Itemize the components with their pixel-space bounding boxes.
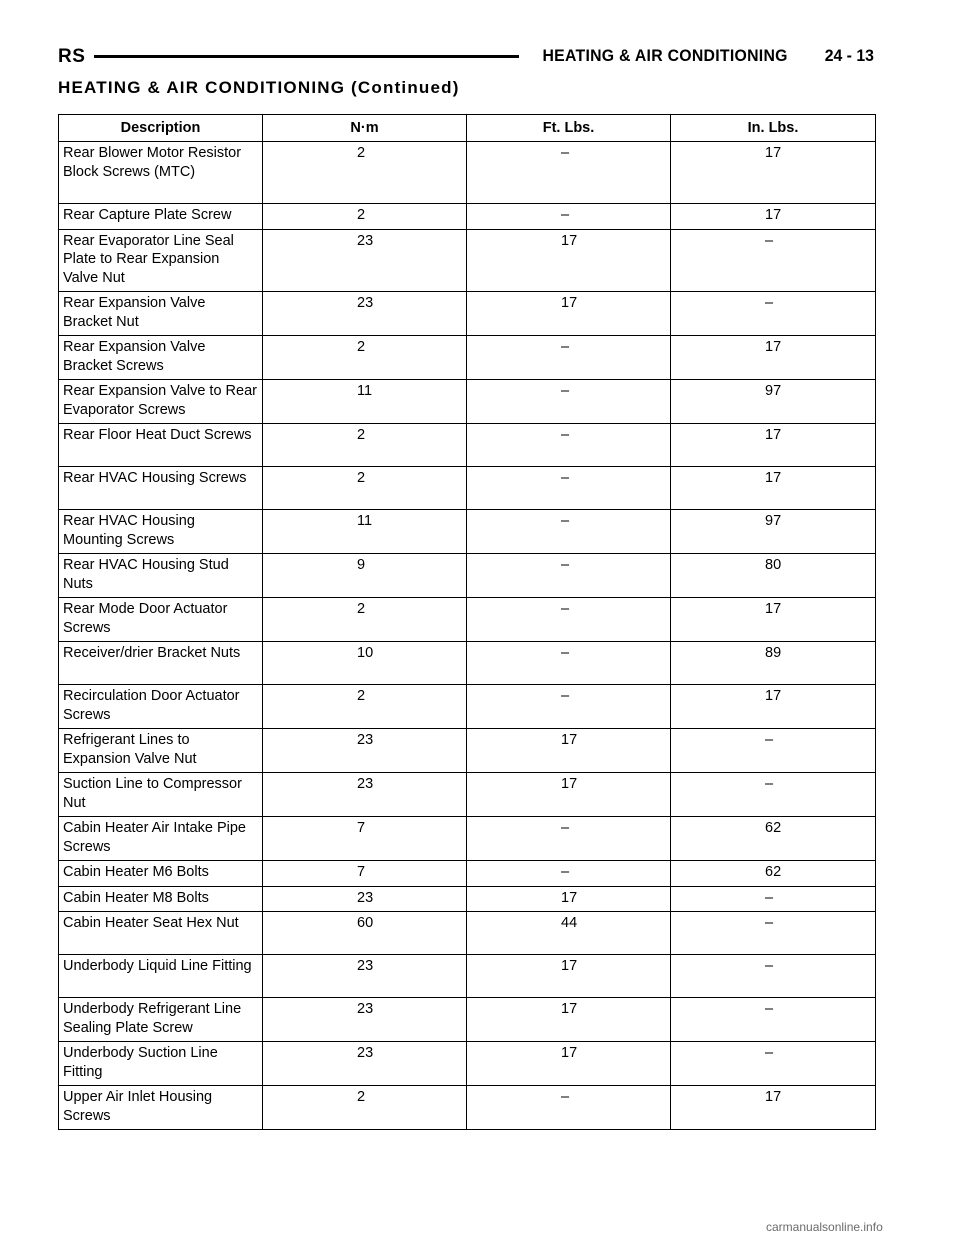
in-lbs-cell: 17 bbox=[671, 685, 876, 729]
ft-lbs-cell: 17 bbox=[467, 1042, 671, 1086]
description-cell: Rear Capture Plate Screw bbox=[59, 204, 263, 230]
table-row bbox=[59, 1086, 876, 1130]
nm-cell: 7 bbox=[263, 861, 467, 887]
description-cell: Rear HVAC Housing Mounting Screws bbox=[59, 510, 263, 554]
table-title: HEATING & AIR CONDITIONING (Continued) bbox=[58, 78, 460, 97]
ft-lbs-cell: – bbox=[467, 510, 671, 554]
table-row bbox=[59, 229, 876, 292]
in-lbs-cell: 89 bbox=[671, 642, 876, 685]
ft-lbs-cell: 17 bbox=[467, 998, 671, 1042]
in-lbs-cell: – bbox=[671, 955, 876, 998]
table-row bbox=[59, 554, 876, 598]
ft-lbs-cell: – bbox=[467, 380, 671, 424]
nm-cell: 11 bbox=[263, 380, 467, 424]
table-row bbox=[59, 912, 876, 955]
table-row bbox=[59, 861, 876, 887]
column-header-ft-lbs: Ft. Lbs. bbox=[467, 115, 671, 142]
ft-lbs-cell: – bbox=[467, 204, 671, 230]
nm-cell: 2 bbox=[263, 598, 467, 642]
in-lbs-cell: – bbox=[671, 729, 876, 773]
in-lbs-cell: 62 bbox=[671, 817, 876, 861]
column-header-description: Description bbox=[59, 115, 263, 142]
description-cell: Cabin Heater M8 Bolts bbox=[59, 886, 263, 912]
table-row bbox=[59, 642, 876, 685]
watermark-link[interactable]: carmanualsonline.info bbox=[766, 1220, 883, 1234]
in-lbs-cell: – bbox=[671, 998, 876, 1042]
in-lbs-cell: 17 bbox=[671, 204, 876, 230]
in-lbs-cell: 17 bbox=[671, 336, 876, 380]
description-cell: Recirculation Door Actuator Screws bbox=[59, 685, 263, 729]
ft-lbs-cell: – bbox=[467, 685, 671, 729]
table-row bbox=[59, 292, 876, 336]
header-rule bbox=[94, 55, 519, 58]
table-row bbox=[59, 955, 876, 998]
nm-cell: 2 bbox=[263, 685, 467, 729]
ft-lbs-cell: – bbox=[467, 1086, 671, 1130]
table-header-row bbox=[59, 115, 876, 142]
table-row bbox=[59, 773, 876, 817]
table-row bbox=[59, 510, 876, 554]
in-lbs-cell: 97 bbox=[671, 380, 876, 424]
in-lbs-cell: 17 bbox=[671, 142, 876, 204]
ft-lbs-cell: – bbox=[467, 424, 671, 467]
description-cell: Rear Floor Heat Duct Screws bbox=[59, 424, 263, 467]
nm-cell: 7 bbox=[263, 817, 467, 861]
in-lbs-cell: – bbox=[671, 1042, 876, 1086]
description-cell: Cabin Heater M6 Bolts bbox=[59, 861, 263, 887]
nm-cell: 2 bbox=[263, 336, 467, 380]
ft-lbs-cell: 17 bbox=[467, 229, 671, 292]
table-row bbox=[59, 424, 876, 467]
description-cell: Rear Expansion Valve to Rear Evaporator Screws bbox=[59, 380, 263, 424]
in-lbs-cell: 17 bbox=[671, 1086, 876, 1130]
ft-lbs-cell: – bbox=[467, 336, 671, 380]
nm-cell: 11 bbox=[263, 510, 467, 554]
ft-lbs-cell: – bbox=[467, 554, 671, 598]
description-cell: Suction Line to Compressor Nut bbox=[59, 773, 263, 817]
in-lbs-cell: 17 bbox=[671, 598, 876, 642]
ft-lbs-cell: 17 bbox=[467, 292, 671, 336]
ft-lbs-cell: – bbox=[467, 467, 671, 510]
table-row bbox=[59, 1042, 876, 1086]
description-cell: Cabin Heater Air Intake Pipe Screws bbox=[59, 817, 263, 861]
column-header-nm: N·m bbox=[263, 115, 467, 142]
in-lbs-cell: – bbox=[671, 912, 876, 955]
torque-spec-table bbox=[58, 114, 876, 1130]
nm-cell: 23 bbox=[263, 229, 467, 292]
description-cell: Rear HVAC Housing Screws bbox=[59, 467, 263, 510]
table-row bbox=[59, 886, 876, 912]
table-row bbox=[59, 598, 876, 642]
table-row bbox=[59, 142, 876, 204]
ft-lbs-cell: 17 bbox=[467, 886, 671, 912]
nm-cell: 23 bbox=[263, 292, 467, 336]
in-lbs-cell: 17 bbox=[671, 424, 876, 467]
nm-cell: 2 bbox=[263, 424, 467, 467]
nm-cell: 23 bbox=[263, 886, 467, 912]
nm-cell: 23 bbox=[263, 998, 467, 1042]
nm-cell: 23 bbox=[263, 955, 467, 998]
ft-lbs-cell: – bbox=[467, 861, 671, 887]
table-row bbox=[59, 204, 876, 230]
description-cell: Rear Blower Motor Resistor Block Screws (MTC) bbox=[59, 142, 263, 204]
description-cell: Underbody Liquid Line Fitting bbox=[59, 955, 263, 998]
table-row bbox=[59, 817, 876, 861]
in-lbs-cell: – bbox=[671, 229, 876, 292]
description-cell: Receiver/drier Bracket Nuts bbox=[59, 642, 263, 685]
table-row bbox=[59, 998, 876, 1042]
nm-cell: 9 bbox=[263, 554, 467, 598]
description-cell: Underbody Refrigerant Line Sealing Plate Screw bbox=[59, 998, 263, 1042]
in-lbs-cell: 80 bbox=[671, 554, 876, 598]
description-cell: Rear Evaporator Line Seal Plate to Rear Expansion Valve Nut bbox=[59, 229, 263, 292]
section-title: HEATING & AIR CONDITIONING bbox=[542, 46, 788, 65]
nm-cell: 23 bbox=[263, 729, 467, 773]
description-cell: Rear Mode Door Actuator Screws bbox=[59, 598, 263, 642]
in-lbs-cell: – bbox=[671, 773, 876, 817]
nm-cell: 2 bbox=[263, 1086, 467, 1130]
nm-cell: 2 bbox=[263, 204, 467, 230]
in-lbs-cell: 62 bbox=[671, 861, 876, 887]
table-row bbox=[59, 467, 876, 510]
table-row bbox=[59, 380, 876, 424]
ft-lbs-cell: – bbox=[467, 817, 671, 861]
page-header bbox=[58, 44, 874, 72]
ft-lbs-cell: 17 bbox=[467, 955, 671, 998]
description-cell: Cabin Heater Seat Hex Nut bbox=[59, 912, 263, 955]
nm-cell: 10 bbox=[263, 642, 467, 685]
description-cell: Upper Air Inlet Housing Screws bbox=[59, 1086, 263, 1130]
description-cell: Rear HVAC Housing Stud Nuts bbox=[59, 554, 263, 598]
ft-lbs-cell: – bbox=[467, 598, 671, 642]
nm-cell: 60 bbox=[263, 912, 467, 955]
ft-lbs-cell: – bbox=[467, 642, 671, 685]
in-lbs-cell: – bbox=[671, 292, 876, 336]
in-lbs-cell: – bbox=[671, 886, 876, 912]
description-cell: Rear Expansion Valve Bracket Nut bbox=[59, 292, 263, 336]
description-cell: Underbody Suction Line Fitting bbox=[59, 1042, 263, 1086]
nm-cell: 23 bbox=[263, 773, 467, 817]
table-row bbox=[59, 336, 876, 380]
ft-lbs-cell: 17 bbox=[467, 729, 671, 773]
column-header-in-lbs: In. Lbs. bbox=[671, 115, 876, 142]
table-row bbox=[59, 729, 876, 773]
model-code: RS bbox=[58, 46, 86, 67]
in-lbs-cell: 17 bbox=[671, 467, 876, 510]
nm-cell: 2 bbox=[263, 467, 467, 510]
description-cell: Refrigerant Lines to Expansion Valve Nut bbox=[59, 729, 263, 773]
description-cell: Rear Expansion Valve Bracket Screws bbox=[59, 336, 263, 380]
table-row bbox=[59, 685, 876, 729]
nm-cell: 23 bbox=[263, 1042, 467, 1086]
ft-lbs-cell: 17 bbox=[467, 773, 671, 817]
page-number: 24 - 13 bbox=[824, 46, 874, 65]
in-lbs-cell: 97 bbox=[671, 510, 876, 554]
ft-lbs-cell: – bbox=[467, 142, 671, 204]
nm-cell: 2 bbox=[263, 142, 467, 204]
ft-lbs-cell: 44 bbox=[467, 912, 671, 955]
